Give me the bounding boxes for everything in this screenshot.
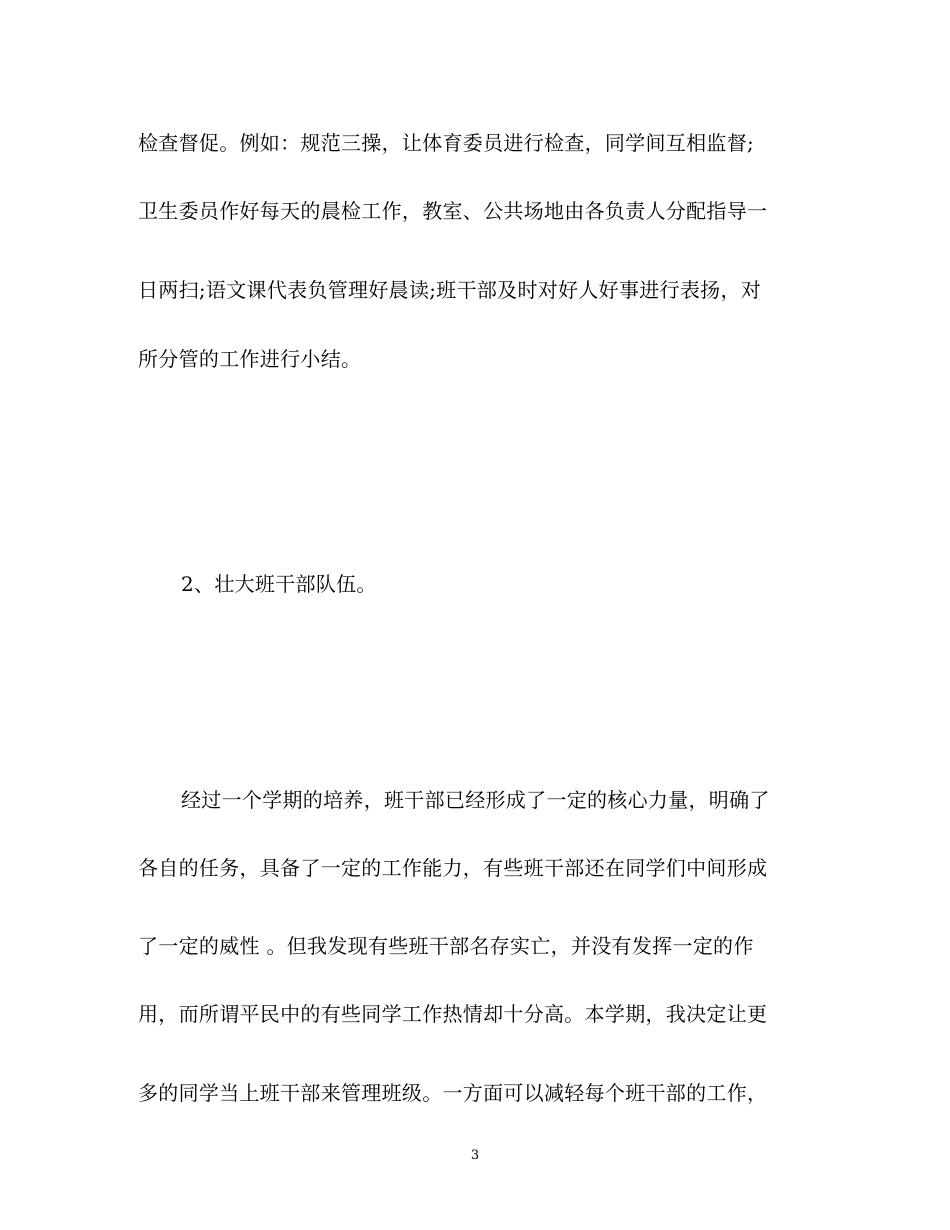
paragraph-line: 卫生委员作好每天的晨检工作，教室、公共场地由各负责人分配指导一 — [138, 199, 768, 223]
paragraph-line: 所分管的工作进行小结。 — [138, 347, 362, 371]
paragraph-line: 经过一个学期的培养，班干部已经形成了一定的核心力量，明确了 — [181, 788, 770, 812]
paragraph-line: 各自的任务，具备了一定的工作能力，有些班干部还在同学们中间形成 — [138, 856, 768, 880]
paragraph-line: 多的同学当上班干部来管理班级。一方面可以减轻每个班干部的工作， — [138, 1081, 768, 1105]
paragraph-line: 用，而所谓平民中的有些同学工作热情却十分高。本学期，我决定让更 — [138, 1002, 768, 1026]
page-number: 3 — [470, 1148, 480, 1163]
paragraph-line: 日两扫;语文课代表负管理好晨读;班干部及时对好人好事进行表扬，对 — [138, 278, 762, 302]
paragraph-line: 了一定的威性 。但我发现有些班干部名存实亡，并没有发挥一定的作 — [138, 934, 754, 958]
section-heading: 2、壮大班干部队伍。 — [181, 572, 377, 596]
paragraph-line: 检查督促。例如：规范三操，让体育委员进行检查，同学间互相监督; — [138, 131, 755, 155]
